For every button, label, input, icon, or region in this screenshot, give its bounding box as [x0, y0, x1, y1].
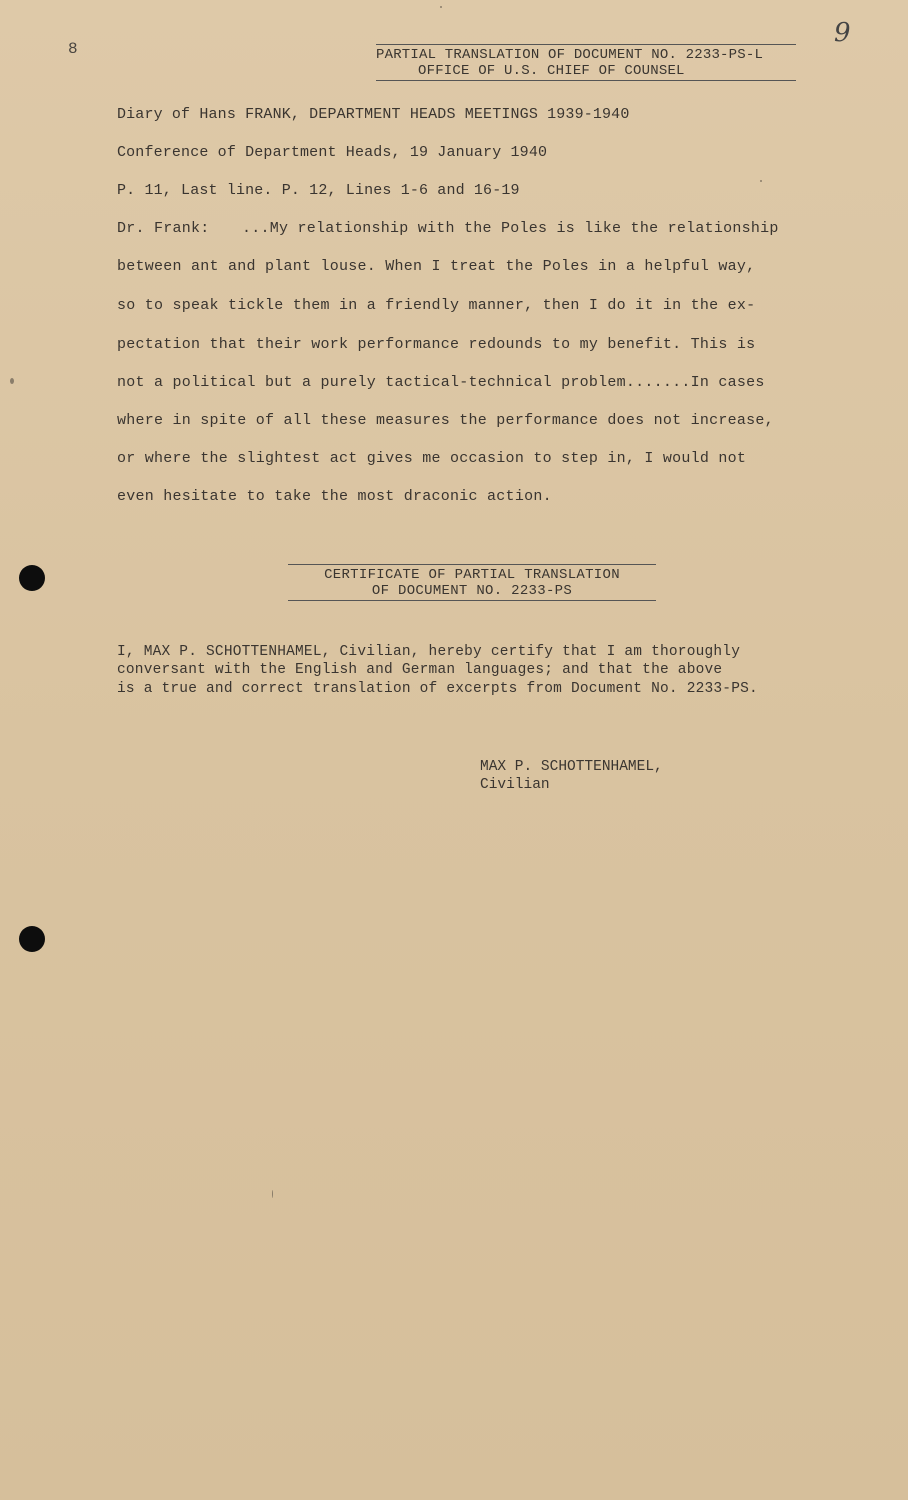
- diary-title: Diary of Hans FRANK, DEPARTMENT HEADS MEETINGS 1939-1940: [117, 106, 630, 123]
- paper-speck: [440, 6, 442, 8]
- signer-title: Civilian: [480, 777, 550, 793]
- statement-line: between ant and plant louse. When I treat the Poles in a helpful way,: [117, 258, 756, 275]
- certificate-text-line: conversant with the English and German languages; and that the above: [117, 662, 723, 678]
- heading-office: OFFICE OF U.S. CHIEF OF COUNSEL: [376, 63, 796, 81]
- punch-hole: [19, 926, 45, 952]
- paper-speck: [10, 378, 14, 384]
- statement-line: so to speak tickle them in a friendly manner, then I do it in the ex-: [117, 297, 756, 314]
- signer-name: MAX P. SCHOTTENHAMEL,: [480, 759, 663, 775]
- page-number: 8: [68, 40, 78, 58]
- statement-line: pectation that their work performance redounds to my benefit. This is: [117, 336, 756, 353]
- statement-text: ...My relationship with the Poles is like the relationship: [242, 220, 779, 237]
- certificate-text-line: is a true and correct translation of excerpts from Document No. 2233-PS.: [117, 681, 758, 697]
- punch-hole: [19, 565, 45, 591]
- certificate-heading: [288, 564, 656, 601]
- statement-line: where in spite of all these measures the performance does not increase,: [117, 412, 774, 429]
- paper-speck: [272, 1190, 273, 1198]
- statement-first-line: [117, 220, 779, 237]
- conference-line: Conference of Department Heads, 19 January 1940: [117, 144, 548, 161]
- page-reference: P. 11, Last line. P. 12, Lines 1-6 and 16-19: [117, 182, 520, 199]
- statement-line: or where the slightest act gives me occasion to step in, I would not: [117, 450, 747, 467]
- heading-title: PARTIAL TRANSLATION OF DOCUMENT NO. 2233-PS-L: [376, 44, 796, 63]
- certificate-document: OF DOCUMENT NO. 2233-PS: [288, 583, 656, 601]
- speaker-label: Dr. Frank:: [117, 220, 210, 237]
- statement-line: even hesitate to take the most draconic action.: [117, 488, 552, 505]
- handwritten-page-number: 9: [834, 18, 851, 48]
- paper-speck: [760, 180, 762, 182]
- certificate-text-line: I, MAX P. SCHOTTENHAMEL, Civilian, hereby certify that I am thoroughly: [117, 644, 741, 660]
- certificate-title: CERTIFICATE OF PARTIAL TRANSLATION: [288, 564, 656, 583]
- statement-line: not a political but a purely tactical-technical problem.......In cases: [117, 374, 765, 391]
- document-heading: [376, 44, 796, 81]
